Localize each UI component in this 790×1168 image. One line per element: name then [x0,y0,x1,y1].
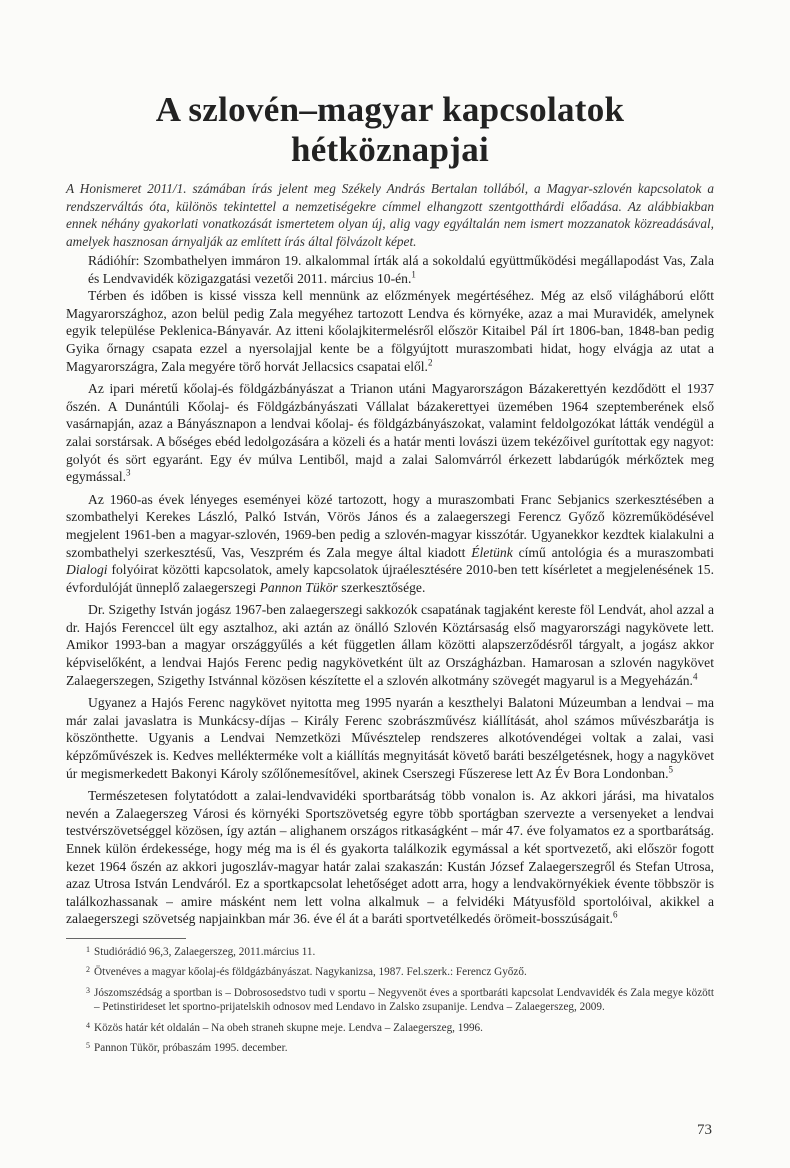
title-pannon-tukor: Pannon Tükör [259,579,338,595]
article-title: A szlovén–magyar kapcsolatok hétköznapjai [155,90,625,169]
radio-news [66,252,714,287]
footnote: 4 Közös határ két oldalán – Na obeh straneh skupne meje. Lendva – Zalaegerszeg, 1996. [86,1020,483,1034]
footnote-ref[interactable]: 2 [427,357,433,368]
paragraph: Térben és időben is kissé vissza kell mennünk az előzmények megértéséhez. Még az első világháború előtt Magyarországhoz, azon belül pedig Zala megyéhez tartozott Lendva és környéke, azaz a mai Muravidék, amelynek egyik települése Peklenica-Bányavár. Az itteni kőolajkitermelésről először Kitaibel Pál írt 1806-ban, 1848-ban pedig Gyika őrnagy csapata ezzel a nyersolajjal kente be a fölgyújtott muraszombati hidat, hogy elvágja az utat a Magyarországra, Zala megyére törő horvát Jellacsics csapatai elől.$^2$ [66,288,714,374]
footnote-ref[interactable]: 3 [126,467,131,478]
footnote-ref[interactable]: 4 [692,671,698,682]
footnote: 5 Pannon Tükör, próbaszám 1995. december. [86,1041,288,1054]
paragraph: Dr. Szigethy István jogász 1967-ben zalaegerszegi sakkozók csapatának tagjaként kereste föl Lendvát, ahol azzal a dr. Hajós Ferenccel ült egy asztalhoz, aki aztán az önálló Szlovén Köztársaság első magyarországi nagykövete lett. Amikor 1993-ban a magyar országgyűlés a két független állam közötti alapszerződésről tárgyalt, a jogász akkor képviselőként, a lendvai Hajós Ferenc pedig nagykövetként ült az Országházban. Hamarosan a szlovén nagykövet Zalaegerszegen, Szigethy Istvánnal közösen készítette el a szlovén alkotmány szövegét magyarul is a Megyeházán.$^4$ [66,602,714,688]
paragraph: Az 1960-as évek lényeges eseményei közé tartozott, hogy a muraszombati Franc Sebjanics szerkesztésében a szombathelyi Kerekes László, Palkó István, Vörös János és a zalaegerszegi Ferencz Győző közreműködésével megjelent 1961-ben a magyar-szlovén, 1969-ben pedig a szlovén-magyar kisszótár. Ugyanekkor kezdtek kialakulni a szombathelyi szerkesztésű, Vas, Veszprém és Zala megye által kiadott Életünk című antológia és a muraszombati Dialogi folyóirat közötti kapcsolatok, amely kapcsolatok újraélesztésére 2010-ben tett kísérletet a megjelenésének 15. évfordulóját ünneplő zalaegerszegi Pannon Tükör szerkesztősége. [66,491,714,595]
paragraph: Természetesen folytatódott a zalai-lendvavidéki sportbarátság több vonalon is. Az akkori járási, ma hivatalos nevén a Zalaegerszeg Városi és környéki Sportszövetség egyre több sportágban szervezte a versenyeket a lendvai testvérszövetséggel közösen, így aztán – alighanem országos ritkaságként – már 47. éve folyamatos ez a sportbarátság. Ennek külön érdekessége, hogy még ma is él és gyakorta találkozik egymással a két sportvezető, aki először fogott kezet 1964 őszén az akkori jugoszláv-magyar határ zalai szakaszán: Kustán József Zalaegerszegről és Stefan Utrosa, azaz Utrosa István Lendváról. Ez a sportkapcsolat lehetőséget adott arra, hogy a lendvakörnyékiek évente többször is találkozhassanak – amire másként nem lett volna alkalmuk – a felvidéki Mátyusföld sportolóival, akikkel a zalaegerszegi szövetség napjainkban már 36. éve él át a baráti sportvetélkedés örömeit-bosszúságait.$^6$ [66,788,714,927]
article [66,90,714,1055]
radio-text: Rádióhír: Szombathelyen immáron 19. alkalommal írták alá a sokoldalú együttműködési megállapodást Vas, Zala és Lendvavidék közigazgatási vezetői 2011. március 10-én. [88,253,714,286]
footnote-ref[interactable]: 6 [612,909,618,920]
footnote: 1 Studiórádió 96,3, Zalaegerszeg, 2011.március 11. [86,944,316,958]
paragraph: Az ipari méretű kőolaj-és földgázbányászat a Trianon utáni Magyarországon Bázakerettyén kezdődött el 1937 őszén. A Dunántúli Kőolaj- és Földgázbányászati Vállalat bázakerettyei üzemében 1964 szeptemberének első vasárnapján, azaz a Bányásznapon a lendvai kőolaj- és földgázbányászokat, valamint feldolgozókat látták vendégül a zalai sorstársak. A bőséges ebéd ledolgozására a közeli és a határ menti lovászi üzem tekézőivel gurítottak egy nagyot: golyót és sört egyaránt. Egy év múlva Lentiből, majd a zalai Salomvárról érkezett labdarúgók mérkőztek meg egymással.$^3$ [66,381,714,485]
footnote-ref[interactable]: 5 [668,764,673,775]
footnote: 2 Ötvenéves a magyar kőolaj-és földgázbányászat. Nagykanizsa, 1987. Fel.szerk.: Ferencz Győző. [86,965,527,979]
page-number: 73 [697,1122,712,1138]
abstract: A Honismeret 2011/1. számában írás jelent meg Székely András Bertalan tollából, a Magyar-szlovén kapcsolatok a rendszerváltás óta, különös tekintettel a nemzetiségekre címmel elhangzott szentgotthárdi előadása. Az alábbiakban ennek néhány gyakorlati vonatkozását ismertetem olyan új, alig vagy egyáltalán nem ismert mozzanatok közreadásával, amelyek hasznosan árnyalják az említett írás által fölvázolt képet. [66,181,714,249]
title-eletunk: Életünk [471,544,513,560]
title-dialogi: Dialogi [66,562,108,578]
footnote-divider [66,938,186,939]
paragraph: Ugyanez a Hajós Ferenc nagykövet nyitotta meg 1995 nyarán a keszthelyi Balatoni Múzeumban a lendvai – ma már zalai javaslatra is Munkácsy-díjas – Király Ferenc szobrászművész kiállítását, ahol számos művészbarátja is köszönthette. Ugyanis a Lendvai Nemzetközi Művésztelep rendszeres alkotóvendégei voltak a zalai, vasi képzőművészek is. Kedves mellékterméke volt a kiállítás megnyitását követő baráti beszélgetésnek, hogy a nagykövet úr megismerkedett Bakonyi Károly szőlőnemesítővel, akinek Cserszegi Fűszerese lett Az Év Bora Londonban.$^5$ [66,695,714,781]
footnote-ref[interactable]: 1 [411,269,416,280]
footnote: 3 Jószomszédság a sportban is – Dobrososedstvo tudi v sportu – Negyvenöt éves a sportbaráti kapcsolat Lendvavidék és Zala megye között – Petinstirideset let sportno-prijatelskih odnosov med Lendavo in Zalsko zsupanije. Lendva – Zalaegerszeg, 2009. [86,985,714,1014]
